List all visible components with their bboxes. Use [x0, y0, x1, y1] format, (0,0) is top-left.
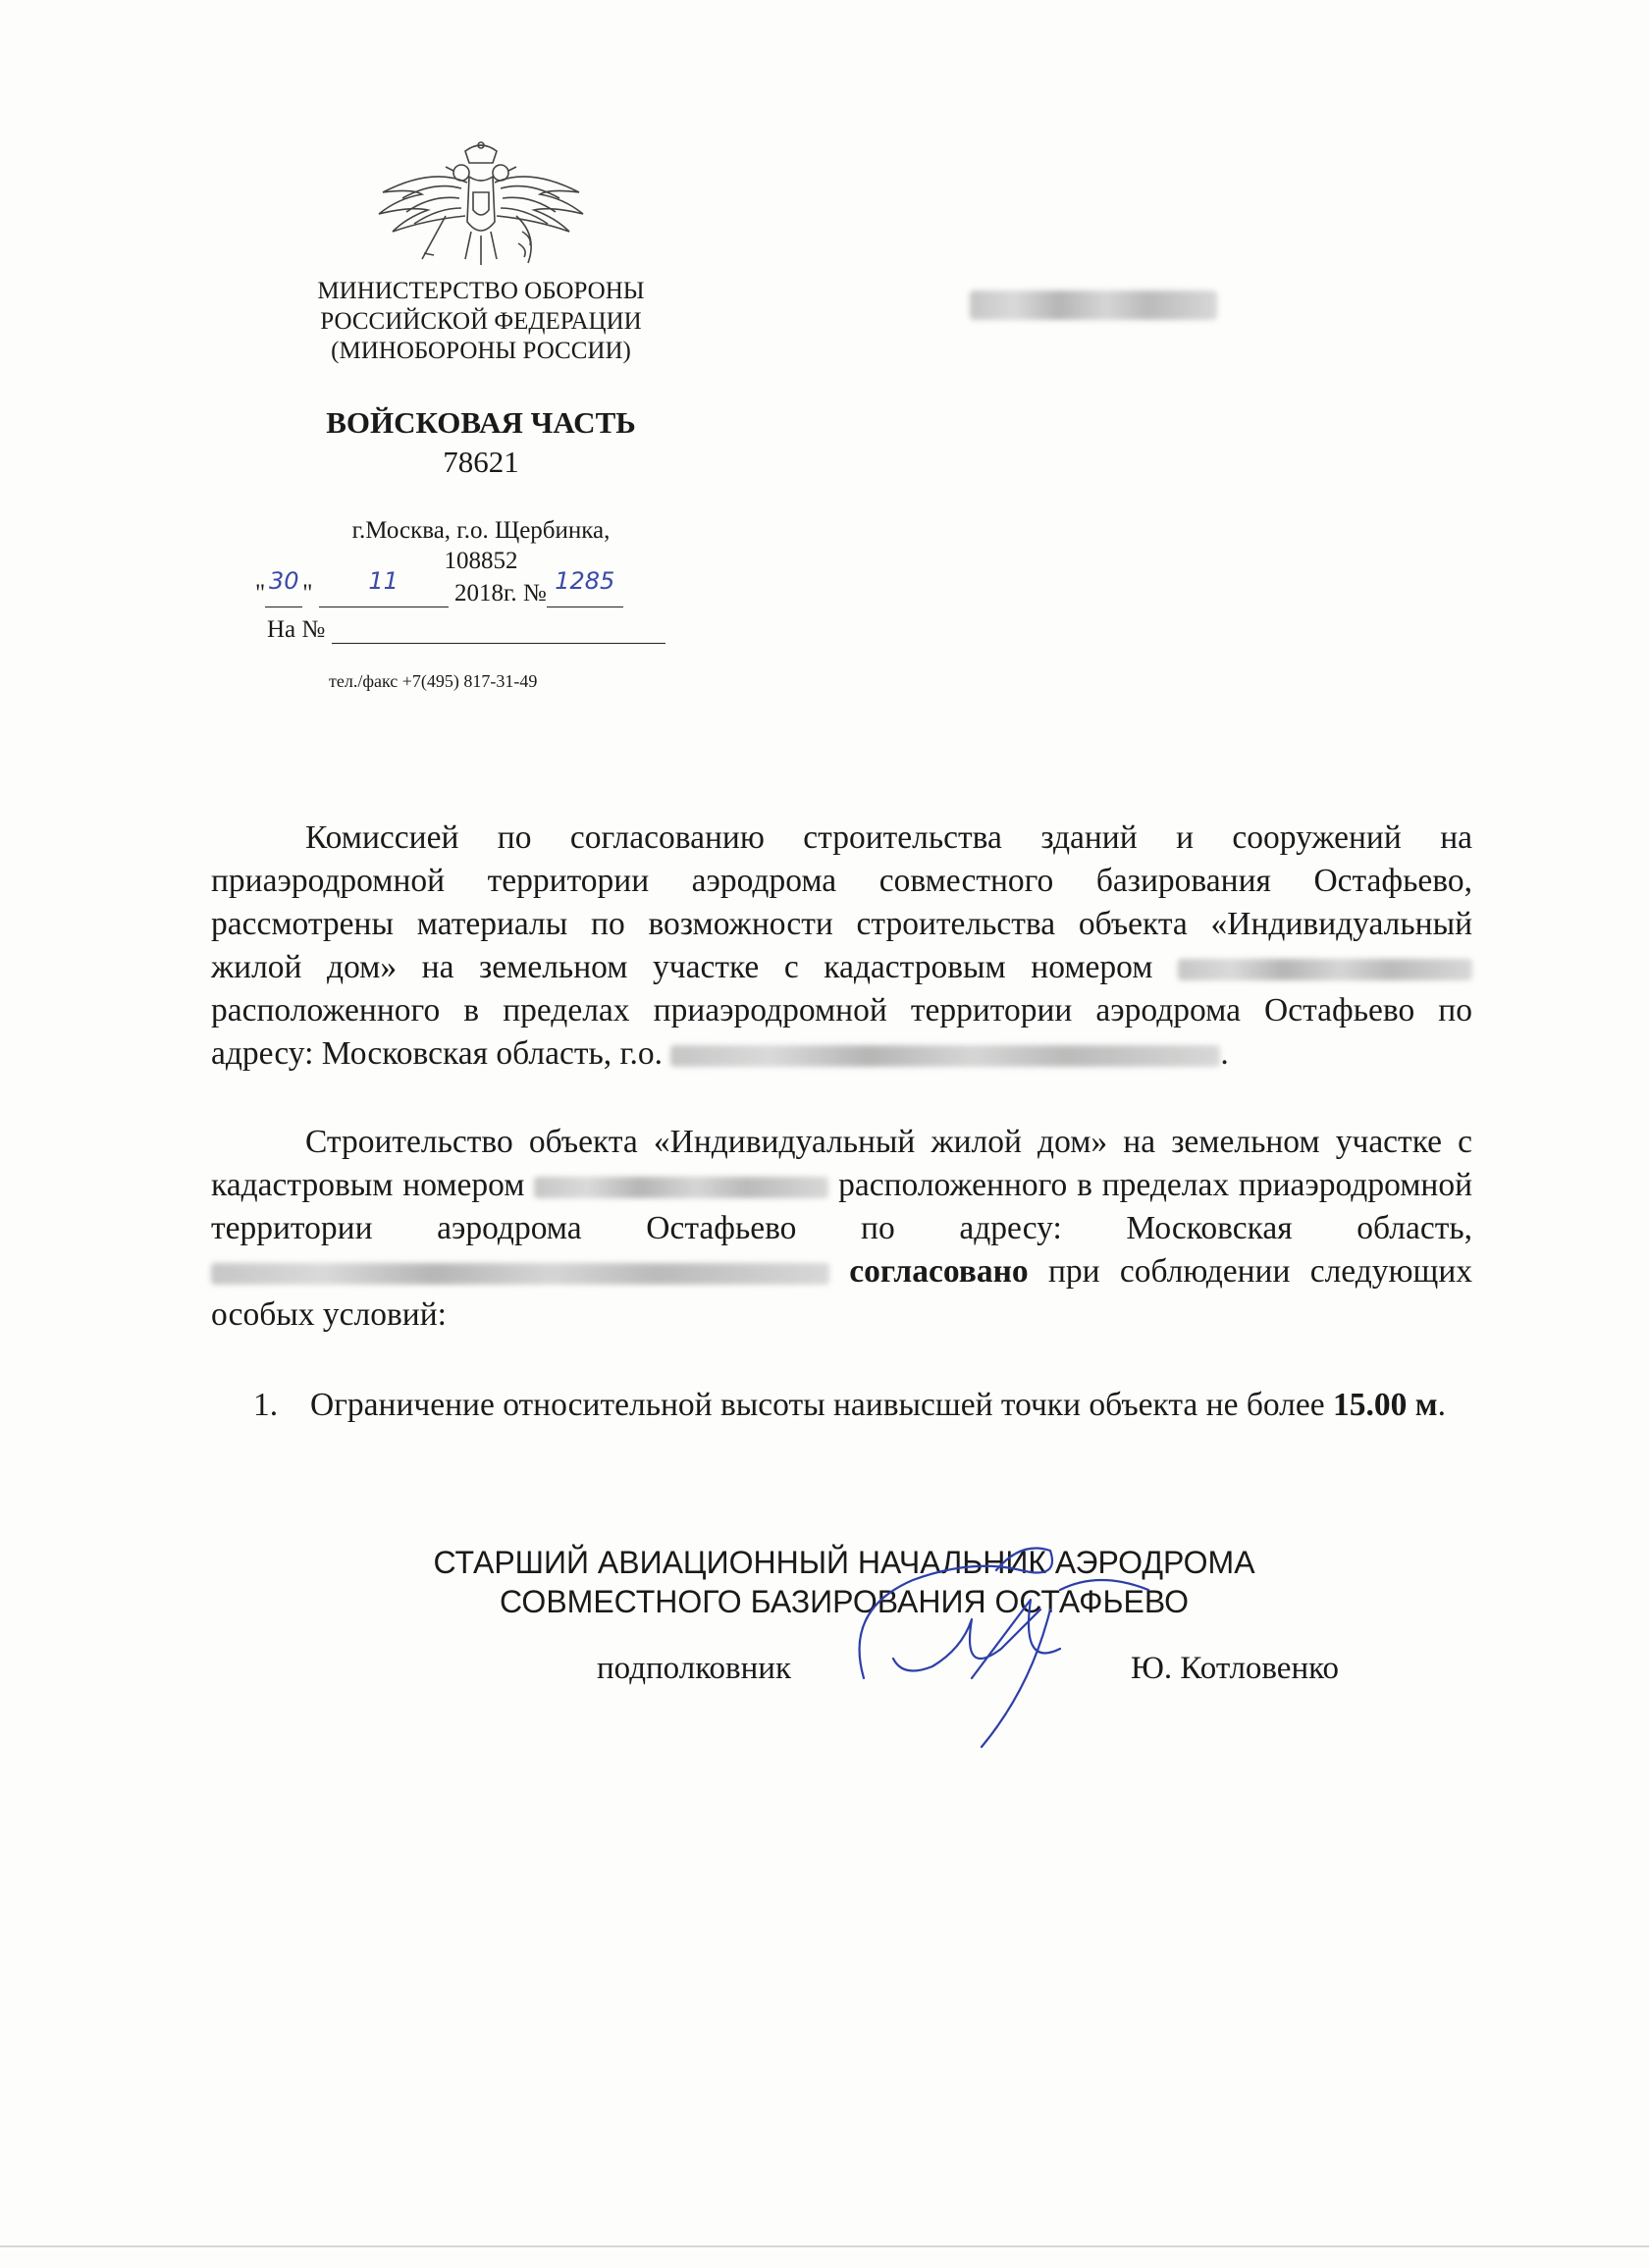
date-year-label: 2018г. № [453, 580, 547, 607]
unit-number: 78621 [443, 445, 519, 479]
phone-fax: тел./факс +7(495) 817-31-49 [329, 671, 538, 691]
signer-rank: подполковник [597, 1651, 791, 1686]
address-redacted [670, 1045, 1220, 1067]
date-quote-open: " [255, 580, 266, 607]
paragraph-2-text-a: Строительство объекта «Индивидуальный жилой дом» на земельном участке с кадастровым номером [211, 1124, 1472, 1203]
unit-title: ВОЙСКОВАЯ ЧАСТЬ [326, 405, 636, 440]
cadastral-number-redacted [1178, 959, 1472, 980]
outgoing-number-handwritten: 1285 [555, 567, 615, 595]
condition-text: Ограничение относительной высоты наивысшей точки объекта не более [310, 1387, 1325, 1423]
address-redacted [211, 1263, 829, 1285]
handwritten-signature-icon [824, 1531, 1178, 1767]
conditions-list [253, 1384, 1470, 1427]
signer-title-line2: СОВМЕСТНОГО БАЗИРОВАНИЯ ОСТАФЬЕВО [500, 1584, 1189, 1619]
list-item-text [310, 1384, 1470, 1427]
unit-address [236, 516, 726, 576]
paragraph-2-text-b: расположенного в пределах приаэродромной территории аэродрома Остафьево по адресу: Московская область, [211, 1167, 1473, 1246]
paragraph-1 [211, 817, 1472, 1076]
paragraph-1-text-c: . [1220, 1035, 1229, 1072]
ministry-name [236, 277, 726, 367]
address-line1: г.Москва, г.о. Щербинка, [351, 517, 611, 544]
recipient-name-redacted [970, 290, 1217, 320]
ministry-line1: МИНИСТЕРСТВО ОБОРОНЫ [317, 278, 645, 304]
outgoing-date-line [255, 567, 623, 607]
cadastral-number-redacted [534, 1177, 828, 1198]
date-month-handwritten: 11 [368, 567, 399, 595]
reference-label: На № [267, 616, 326, 643]
height-limit: 15.00 м [1333, 1387, 1438, 1423]
list-item [253, 1384, 1470, 1427]
ministry-line2: РОССИЙСКОЙ ФЕДЕРАЦИИ [320, 307, 642, 335]
condition-tail: . [1437, 1387, 1446, 1423]
double-headed-eagle-emblem-icon [363, 137, 599, 275]
approval-word: согласовано [849, 1253, 1029, 1290]
paragraph-2-text-c: при соблюдении следующих особых условий: [211, 1253, 1473, 1333]
list-item-number: 1. [253, 1387, 279, 1423]
reference-field [332, 619, 665, 644]
signer-name: Ю. Котловенко [1131, 1651, 1339, 1686]
address-line2: 108852 [444, 547, 518, 574]
date-quote-close: " [302, 580, 313, 607]
signer-title-line1: СТАРШИЙ АВИАЦИОННЫЙ НАЧАЛЬНИК АЭРОДРОМА [433, 1545, 1255, 1580]
date-day-handwritten: 30 [268, 567, 299, 595]
scan-edge-line [0, 2245, 1649, 2247]
paragraph-1-text-b: расположенного в пределах приаэродромной территории аэродрома Остафьево по адресу: Московская область, г.о. [211, 992, 1472, 1072]
paragraph-1-text-a: Комиссией по согласованию строительства зданий и сооружений на приаэродромной территории аэродрома совместного базирования Остафьево, рассмотрены материалы по возможности строительства объекта «Индивидуальный жилой дом» на земельном участке с кадастровым номером [211, 819, 1472, 985]
ministry-line3: (МИНОБОРОНЫ РОССИИ) [331, 338, 631, 364]
date-day-field [265, 567, 302, 607]
reference-line [267, 616, 665, 644]
date-month-field [319, 567, 449, 607]
outgoing-number-field [547, 567, 623, 607]
paragraph-2 [211, 1121, 1472, 1337]
